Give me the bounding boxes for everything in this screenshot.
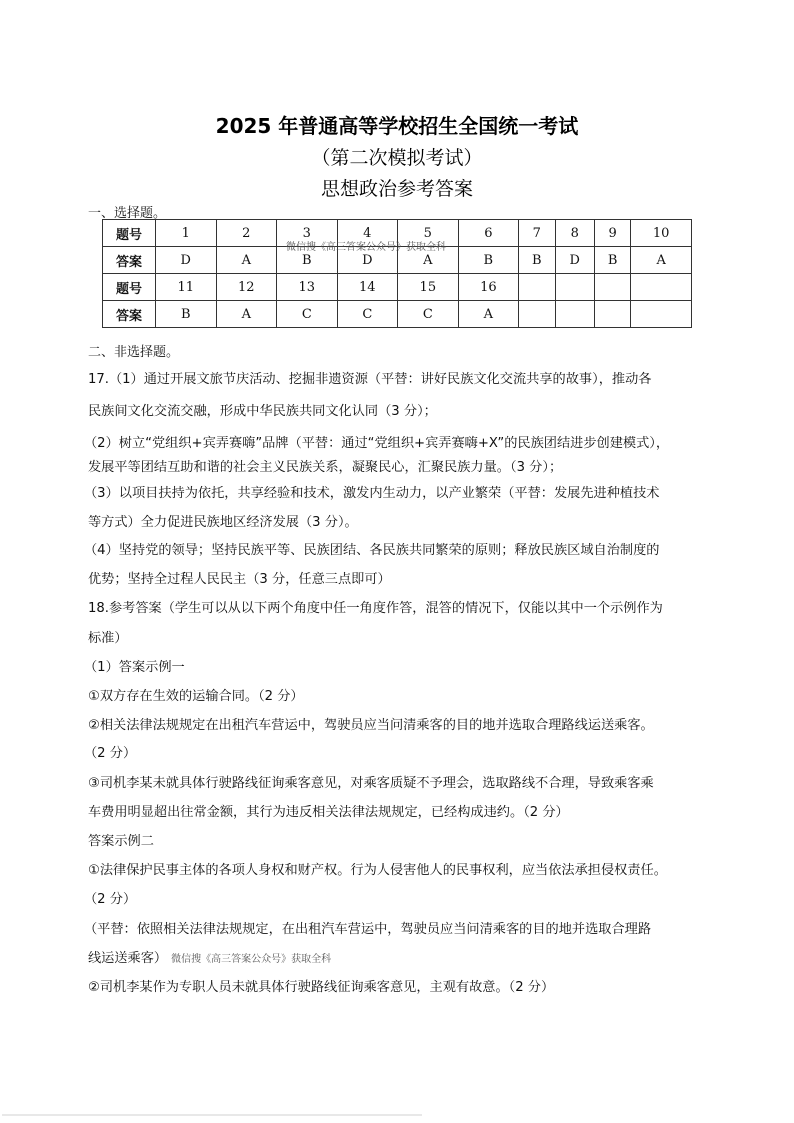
row-label: 答案 (103, 247, 156, 274)
question-number: 7 (519, 220, 555, 247)
answer-line: 18.参考答案（学生可以从以下两个角度中任一角度作答，混答的情况下，仅能以其中一个示例作为 (88, 601, 663, 616)
answer-cell: A (631, 247, 692, 274)
watermark-text: 微信搜《高三答案公众号》获取全科 (171, 954, 332, 965)
answer-line: （平替：依照相关法律法规规定，在出租汽车营运中，驾驶员应当问清乘客的目的地并选取合理路 (84, 922, 652, 937)
answer-line: 优势；坚持全过程人民民主（3 分，任意三点即可） (88, 572, 391, 587)
row-label: 题号 (103, 220, 156, 247)
answer-line: （4）坚持党的领导；坚持民族平等、民族团结、各民族共同繁荣的原则；释放民族区域自治制度的 (84, 543, 660, 558)
answer-line: 车费用明显超出往常金额，其行为违反相关法律法规规定，已经构成违约。（2 分） (88, 805, 569, 820)
answer-line (88, 951, 708, 968)
question-number: 16 (458, 274, 519, 301)
answer-cell: A (398, 247, 459, 274)
question-number: 13 (277, 274, 338, 301)
answer-line: （2）树立“党组织+宾弄赛嗨”品牌（平替：通过“党组织+宾弄赛嗨+X”的民族团结进步创建模式）， (84, 436, 670, 451)
question-number: 9 (594, 220, 630, 247)
answer-cell (555, 301, 594, 328)
question-number: 2 (216, 220, 277, 247)
answer-line: ①双方存在生效的运输合同。（2 分） (88, 689, 304, 704)
row-label: 题号 (103, 274, 156, 301)
question-number: 8 (555, 220, 594, 247)
question-number: 3 (277, 220, 338, 247)
question-number (519, 274, 555, 301)
answer-cell: D (555, 247, 594, 274)
answer-line: 17.（1）通过开展文旅节庆活动、挖掘非遗资源（平替：讲好民族文化交流共享的故事），推动各 (88, 372, 652, 387)
answer-cell (594, 301, 630, 328)
section-heading-choice: 一、选择题。 (88, 206, 167, 221)
question-number: 6 (458, 220, 519, 247)
question-number (594, 274, 630, 301)
table-row-answers-2 (103, 301, 692, 328)
question-number: 11 (156, 274, 217, 301)
question-number: 12 (216, 274, 277, 301)
answer-cell (631, 301, 692, 328)
question-number: 10 (631, 220, 692, 247)
answer-line: ②相关法律法规规定在出租汽车营运中，驾驶员应当问清乘客的目的地并选取合理路线运送乘客。 (88, 718, 654, 733)
answer-line: ②司机李某作为专职人员未就具体行驶路线征询乘客意见，主观有故意。（2 分） (88, 980, 555, 995)
question-number (555, 274, 594, 301)
answer-line: 答案示例二 (88, 834, 154, 849)
answer-cell (519, 301, 555, 328)
answer-cell: B (277, 247, 338, 274)
answer-line: （1）答案示例一 (84, 660, 185, 675)
answer-table (102, 219, 692, 328)
answer-cell: C (277, 301, 338, 328)
question-number (631, 274, 692, 301)
answer-cell: B (519, 247, 555, 274)
answer-line-text: 线运送乘客） (88, 951, 168, 966)
exam-subtitle: （第二次模拟考试） (311, 147, 483, 169)
question-number: 1 (156, 220, 217, 247)
row-label: 答案 (103, 301, 156, 328)
question-number: 5 (398, 220, 459, 247)
answer-cell: C (337, 301, 398, 328)
watermark-text: 微信搜《高三答案公众号》获取全科 (286, 242, 446, 253)
answer-line: （2 分） (84, 892, 137, 907)
answer-line: （3）以项目扶持为依托，共享经验和技术，激发内生动力，以产业繁荣（平替：发展先进种植技术 (84, 486, 660, 501)
section-heading-nonchoice: 二、非选择题。 (88, 345, 180, 360)
answer-line: 标准） (88, 631, 128, 646)
document-title: 思想政治参考答案 (320, 178, 473, 200)
answer-cell: A (458, 301, 519, 328)
answer-line: ③司机李某未就具体行驶路线征询乘客意见，对乘客质疑不予理会，选取路线不合理，导致乘客乘 (88, 776, 654, 791)
answer-cell: D (337, 247, 398, 274)
question-number: 14 (337, 274, 398, 301)
answer-line: ①法律保护民事主体的各项人身权和财产权。行为人侵害他人的民事权利，应当依法承担侵权责任。 (88, 863, 667, 878)
question-number: 15 (398, 274, 459, 301)
exam-title: 2025 年普通高等学校招生全国统一考试 (215, 114, 579, 138)
answer-cell: A (216, 301, 277, 328)
horizontal-scrollbar[interactable] (2, 1114, 422, 1116)
answer-line: （2 分） (84, 746, 137, 761)
table-row-questions-2 (103, 274, 692, 301)
question-number: 4 (337, 220, 398, 247)
answer-cell: D (156, 247, 217, 274)
answer-line: 发展平等团结互助和谐的社会主义民族关系，凝聚民心，汇聚民族力量。（3 分）； (88, 460, 563, 475)
answer-line: 民族间文化交流交融，形成中华民族共同文化认同（3 分）； (88, 404, 437, 419)
answer-line: 等方式）全力促进民族地区经济发展（3 分）。 (88, 515, 358, 530)
answer-cell: B (156, 301, 217, 328)
answer-cell: B (594, 247, 630, 274)
answer-cell: A (216, 247, 277, 274)
answer-cell: C (398, 301, 459, 328)
answer-cell: B (458, 247, 519, 274)
